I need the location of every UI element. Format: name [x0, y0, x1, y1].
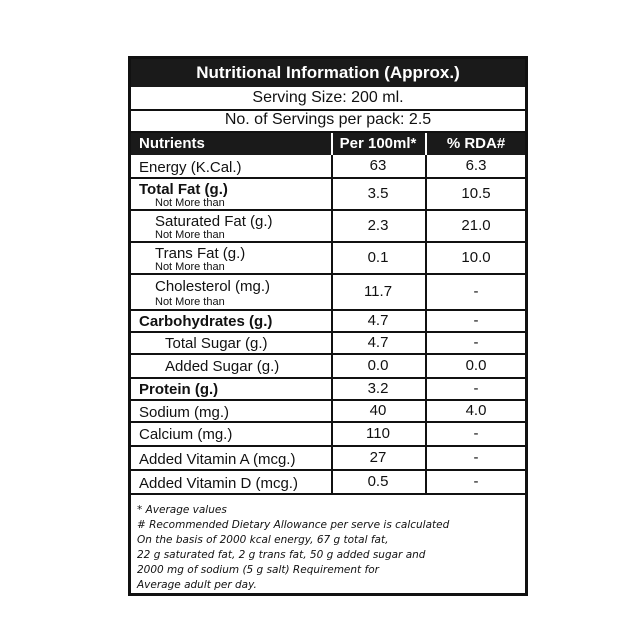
serving-size: Serving Size: 200 ml.	[131, 87, 525, 111]
nutrient-name: Added Sugar (g.)	[165, 358, 280, 375]
rda-value: 0.0	[465, 357, 487, 374]
nutrient-name: Total Sugar (g.)	[165, 335, 268, 352]
header-per-100ml: Per 100ml*	[331, 133, 423, 155]
per-100ml-value: 11.7	[363, 283, 393, 300]
per-100ml-value: 27	[369, 449, 387, 466]
nutrient-name: Total Fat (g.)	[139, 181, 228, 198]
nutrient-name: Trans Fat (g.)	[155, 245, 246, 262]
table-row	[131, 179, 525, 211]
table-row	[131, 379, 525, 401]
servings-per-pack: No. of Servings per pack: 2.5	[131, 109, 525, 133]
nutrient-note: Not More than	[155, 261, 225, 273]
nutrient-name: Carbohydrates (g.)	[139, 313, 273, 330]
rda-value: 6.3	[465, 157, 487, 174]
table-row	[131, 275, 525, 311]
table-row	[131, 447, 525, 471]
per-100ml-value: 0.0	[367, 357, 389, 374]
nutrient-name: Added Vitamin A (mcg.)	[139, 451, 296, 468]
rda-value: -	[473, 380, 479, 397]
rda-value: 4.0	[465, 402, 487, 419]
nutrient-name: Cholesterol (mg.)	[155, 278, 271, 295]
per-100ml-value: 0.1	[367, 249, 389, 266]
per-100ml-value: 3.2	[367, 380, 389, 397]
nutrient-name: Protein (g.)	[139, 381, 219, 398]
footnote-line: # Recommended Dietary Allowance per serve is calculated	[137, 519, 450, 531]
table-row	[131, 333, 525, 355]
nutrient-name: Added Vitamin D (mcg.)	[139, 475, 298, 492]
per-100ml-value: 4.7	[367, 312, 389, 329]
rda-value: -	[473, 283, 479, 300]
rda-value: -	[473, 449, 479, 466]
header-rda: % RDA#	[425, 133, 525, 155]
table-row	[131, 355, 525, 379]
per-100ml-value: 0.5	[367, 473, 389, 490]
footnote-line: Average adult per day.	[137, 579, 257, 591]
nutrient-note: Not More than	[155, 229, 225, 241]
rda-value: -	[473, 312, 479, 329]
table-row	[131, 243, 525, 275]
nutrition-label	[128, 56, 528, 596]
per-100ml-value: 3.5	[367, 185, 389, 202]
table-row	[131, 401, 525, 423]
footnote-line: * Average values	[137, 504, 227, 516]
per-100ml-value: 2.3	[367, 217, 389, 234]
table-row	[131, 211, 525, 243]
nutrient-name: Sodium (mg.)	[139, 404, 230, 421]
rda-value: -	[473, 425, 479, 442]
rda-value: -	[473, 473, 479, 490]
nutrient-name: Energy (K.Cal.)	[139, 159, 242, 176]
label-title: Nutritional Information (Approx.)	[131, 59, 525, 87]
per-100ml-value: 4.7	[367, 334, 389, 351]
footnote-line: On the basis of 2000 kcal energy, 67 g total fat,	[137, 534, 389, 546]
per-100ml-value: 40	[369, 402, 387, 419]
table-row	[131, 423, 525, 447]
nutrient-note: Not More than	[155, 197, 225, 209]
table-row	[131, 155, 525, 179]
table-header	[131, 133, 525, 155]
rda-value: 10.0	[461, 249, 491, 266]
nutrient-note: Not More than	[155, 296, 225, 308]
footnotes	[137, 503, 525, 593]
table-row	[131, 311, 525, 333]
per-100ml-value: 110	[366, 425, 390, 442]
nutrient-name: Saturated Fat (g.)	[155, 213, 273, 230]
nutrient-name: Calcium (mg.)	[139, 426, 233, 443]
header-nutrients: Nutrients	[139, 135, 205, 152]
footnote-line: 2000 mg of sodium (5 g salt) Requirement for	[137, 564, 379, 576]
footnote-line: 22 g saturated fat, 2 g trans fat, 50 g added sugar and	[137, 549, 426, 561]
rda-value: 21.0	[461, 217, 491, 234]
rda-value: 10.5	[461, 185, 491, 202]
table-row	[131, 471, 525, 495]
per-100ml-value: 63	[369, 157, 387, 174]
rda-value: -	[473, 334, 479, 351]
